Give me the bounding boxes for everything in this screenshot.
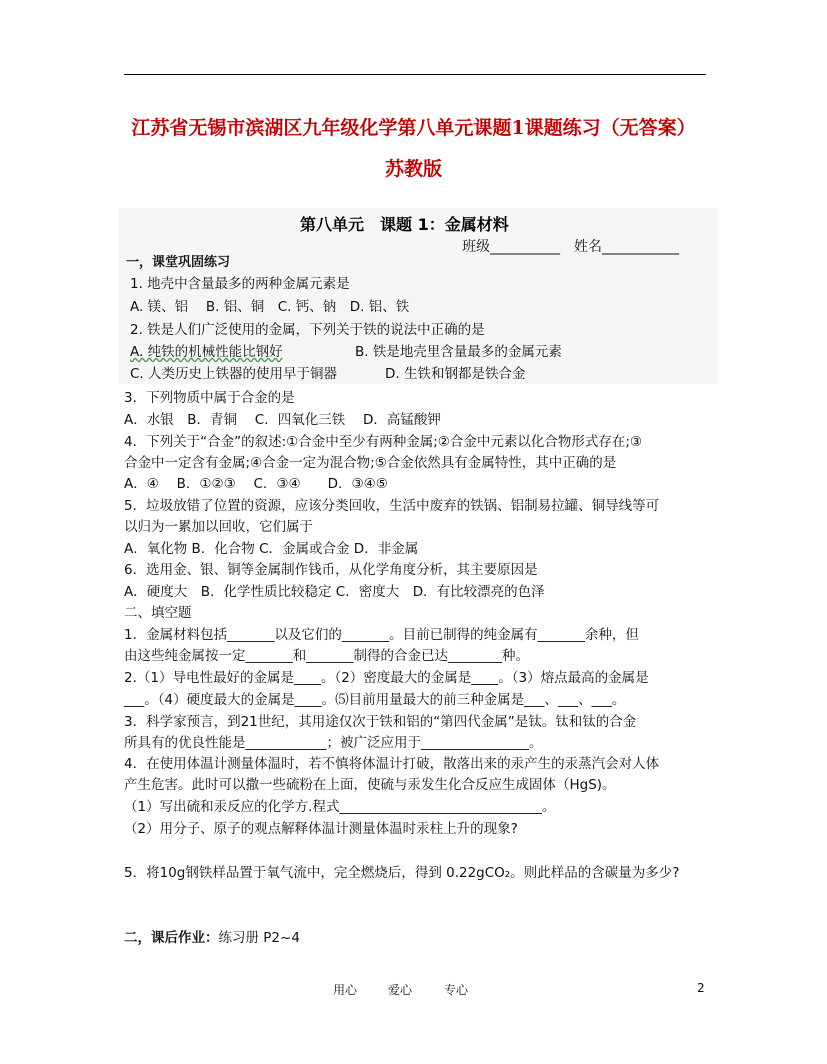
question-2: 2. 铁是人们广泛使用的金属，下列关于铁的说法中正确的是 [130,322,485,338]
page-number: 2 [697,981,705,995]
question-4-line-1: 4．下列关于“合金”的叙述:①合金中至少有两种金属;②合金中元素以化合物形式存在;③ [124,434,643,450]
question-1-options: A. 镁、铝 B. 铝、铜 C. 钙、钠 D. 铝、铁 [130,299,410,315]
document-subtitle: 苏教版 [384,158,442,180]
footer-text-3: 专心 [444,983,469,997]
fill-2-line-2: ___。（4）硬度最大的金属是____。⑸目前用量最大的前三种金属是___、___、___。 [124,692,626,708]
fill-1-line-1: 1．金属材料包括_______以及它们的_______。目前已制得的纯金属有_______余种，但 [124,627,639,643]
footer-text-2: 爱心 [388,983,413,997]
footer-text-1: 用心 [333,983,358,997]
question-2-option-c: C. 人类历史上铁器的使用早于铜器 [130,366,338,382]
question-5-calc: 5．将10g钢铁样品置于氧气流中，完全燃烧后，得到 0.22gCO₂。则此样品的含碳量为多少? [124,865,680,881]
homework-text: 练习册 P2~4 [218,930,300,946]
homework-line [124,926,300,946]
unit-title: 第八单元 课题 1：金属材料 [300,215,509,234]
question-3: 3．下列物质中属于合金的是 [124,390,295,406]
section-heading-2: 二、填空题 [124,605,192,621]
question-4-options: A．④ B．①②③ C．③④ D．③④⑤ [124,476,388,492]
question-3-options: A．水银 B．青铜 C．四氧化三铁 D．高锰酸钾 [124,412,441,428]
fill-3-line-2: 所具有的优良性能是____________；被广泛应用于________________。 [124,735,543,751]
fill-4-sub-1: （1）写出硫和汞反应的化学方.程式______________________________。 [124,799,556,815]
question-2-option-b: B. 铁是地壳里含量最多的金属元素 [355,344,562,360]
fill-3-line-1: 3．科学家预言，到21世纪，其用途仅次于铁和铝的“第四代金属”是钛。钛和钛的合金 [124,714,637,730]
fill-1-line-2: 由这些纯金属按一定_______和_______制得的合金已达________种。 [124,648,529,664]
question-6: 6．选用金、银、铜等金属制作钱币，从化学角度分析，其主要原因是 [124,562,538,578]
header-rule [124,74,706,75]
question-5-line-1: 5．垃圾放错了位置的资源，应该分类回收，生活中废弃的铁锅、铝制易拉罐、铜导线等可 [124,498,660,514]
class-name-line: 班级__________ 姓名___________ [462,239,679,255]
section-heading-1: 一，课堂巩固练习 [126,255,231,270]
question-5-line-2: 以归为一累加以回收，它们属于 [124,519,313,535]
question-5-options: A．氧化物 B．化合物 C．金属或合金 D．非金属 [124,541,419,557]
question-4-line-2: 合金中一定含有金属;④合金一定为混合物;⑤合金依然具有金属特性，其中正确的是 [124,455,617,471]
question-2-option-d: D. 生铁和钢都是铁合金 [385,366,526,382]
homework-label: 二，课后作业： [124,930,219,946]
fill-4-line-1: 4．在使用体温计测量体温时，若不慎将体温计打破，散落出来的汞产生的汞蒸汽会对人体 [124,756,660,772]
question-2-option-a [130,340,283,360]
option-a-text: A. 纯铁的机械性能比钢好 [130,344,283,360]
fill-4-sub-2: （2）用分子、原子的观点解释体温计测量体温时汞柱上升的现象? [124,821,518,837]
document-title: 江苏省无锡市滨湖区九年级化学第八单元课题1课题练习（无答案） [131,117,696,139]
question-6-options: A．硬度大 B．化学性质比较稳定 C．密度大 D．有比较漂亮的色泽 [124,584,545,600]
fill-2-line-1: 2.（1）导电性最好的金属是____。（2）密度最大的金属是____。（3）熔点最高的金属是 [124,670,649,686]
question-1: 1. 地壳中含量最多的两种金属元素是 [130,276,350,292]
fill-4-line-2: 产生危害。此时可以撒一些硫粉在上面，使硫与汞发生化合反应生成固体（HgS)。 [124,777,616,793]
